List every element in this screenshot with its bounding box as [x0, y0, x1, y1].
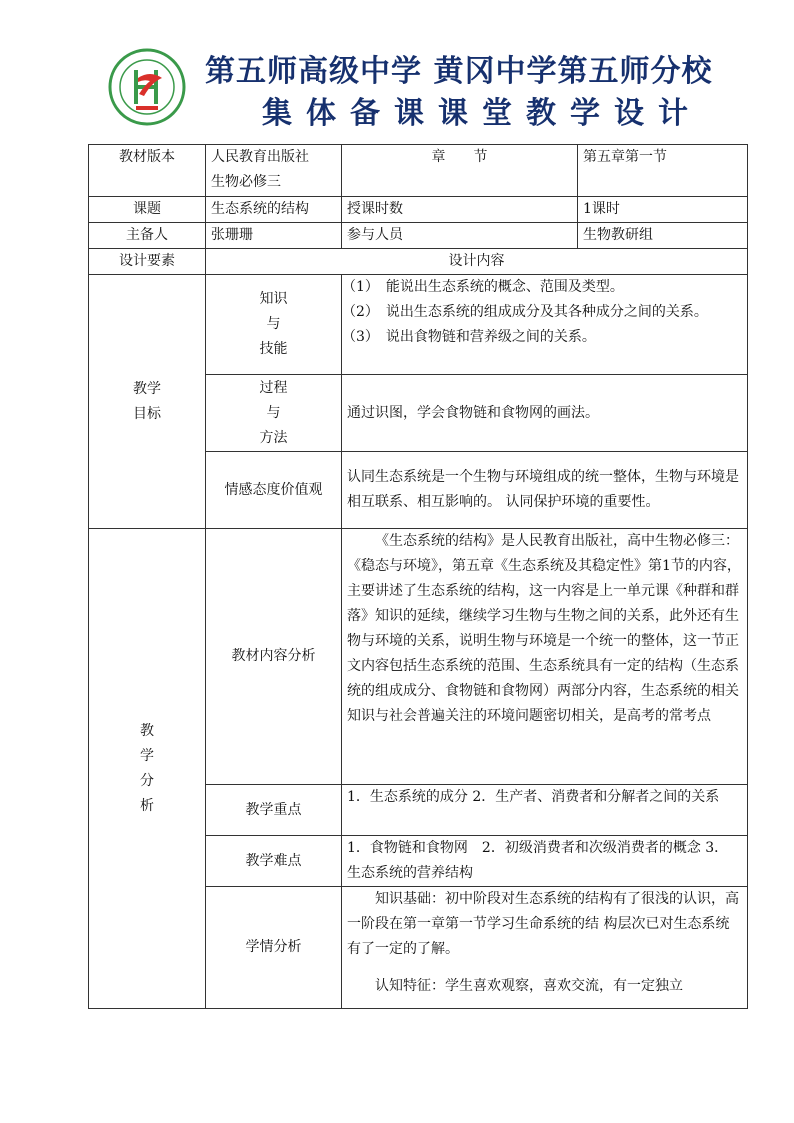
attitude-text: 认同生态系统是一个生物与环境组成的统一整体，生物与环境是相互联系、相互影响的。 认同保护环境的重要性。	[342, 452, 748, 529]
process-label: 过程 与 方法	[206, 375, 342, 452]
content-analysis-text: 《生态系统的结构》是人民教育出版社，高中生物必修三：《稳态与环境》，第五章《生态系统及其稳定性》第1节的内容，主要讲述了生态系统的结构，这一内容是上一单元课《种群和群落》知识的延续，继续学习生物与生物之间的关系，此外还有生物与环境的关系，说明生物与环境是一个统一的整体，这一节正文内容包括生态系统的范围、生态系统具有一定的结构（生态系统的组成成分、食物链和食物网）两部分内容，生态系统的相关知识与社会普遍关注的环境问题密切相关，是高考的常考点	[342, 529, 748, 785]
table-row	[89, 249, 748, 275]
school-logo	[108, 48, 186, 126]
table-row	[89, 275, 748, 375]
lead-value: 张珊珊	[206, 223, 342, 249]
school-title: 第五师高级中学 黄冈中学第五师分校	[205, 54, 713, 89]
knowledge-items	[342, 275, 748, 375]
list-item: （2） 说出生态系统的组成成分及其各种成分之间的关系。	[342, 304, 708, 320]
process-text: 通过识图，学会食物链和食物网的画法。	[342, 375, 748, 452]
document-subtitle: 集体备课课堂教学设计	[262, 96, 702, 131]
learner-analysis-text: 知识基础：初中阶段对生态系统的结构有了很浅的认识，高一阶段在第一章第一节学习生命系统的结 构层次已对生态系统有了一定的了解。 认知特征：学生喜欢观察，喜欢交流，有一定独立	[342, 887, 748, 1009]
analysis-label: 教 学 分 析	[89, 529, 206, 1009]
key-points-label: 教学重点	[206, 785, 342, 836]
topic-value: 生态系统的结构	[206, 197, 342, 223]
design-content-label: 设计内容	[206, 249, 748, 275]
content-analysis-label: 教材内容分析	[206, 529, 342, 785]
page-header	[0, 0, 794, 135]
topic-label: 课题	[89, 197, 206, 223]
learner-analysis-label: 学情分析	[206, 887, 342, 1009]
table-row	[89, 223, 748, 249]
table-row	[89, 145, 748, 197]
attitude-label: 情感态度价值观	[206, 452, 342, 529]
design-label: 设计要素	[89, 249, 206, 275]
edition-value: 人民教育出版社 生物必修三	[206, 145, 342, 197]
difficulty-text: 1．食物链和食物网 2．初级消费者和次级消费者的概念 3．生态系统的营养结构	[342, 836, 748, 887]
participants-label: 参与人员	[342, 223, 578, 249]
table-row	[89, 197, 748, 223]
hours-value: 1课时	[578, 197, 748, 223]
participants-value: 生物教研组	[578, 223, 748, 249]
objectives-label: 教学 目标	[89, 275, 206, 529]
list-item: （3） 说出食物链和营养级之间的关系。	[342, 329, 596, 345]
list-item: （1） 能说出生态系统的概念、范围及类型。	[342, 279, 624, 295]
key-points-text: 1．生态系统的成分 2．生产者、消费者和分解者之间的关系	[342, 785, 748, 836]
edition-label: 教材版本	[89, 145, 206, 197]
chapter-value: 第五章第一节	[578, 145, 748, 197]
knowledge-label: 知识 与 技能	[206, 275, 342, 375]
chapter-label: 章 节	[342, 145, 578, 197]
lesson-plan-table	[88, 144, 748, 1009]
difficulty-label: 教学难点	[206, 836, 342, 887]
lead-label: 主备人	[89, 223, 206, 249]
table-row	[89, 529, 748, 785]
hours-label: 授课时数	[342, 197, 578, 223]
